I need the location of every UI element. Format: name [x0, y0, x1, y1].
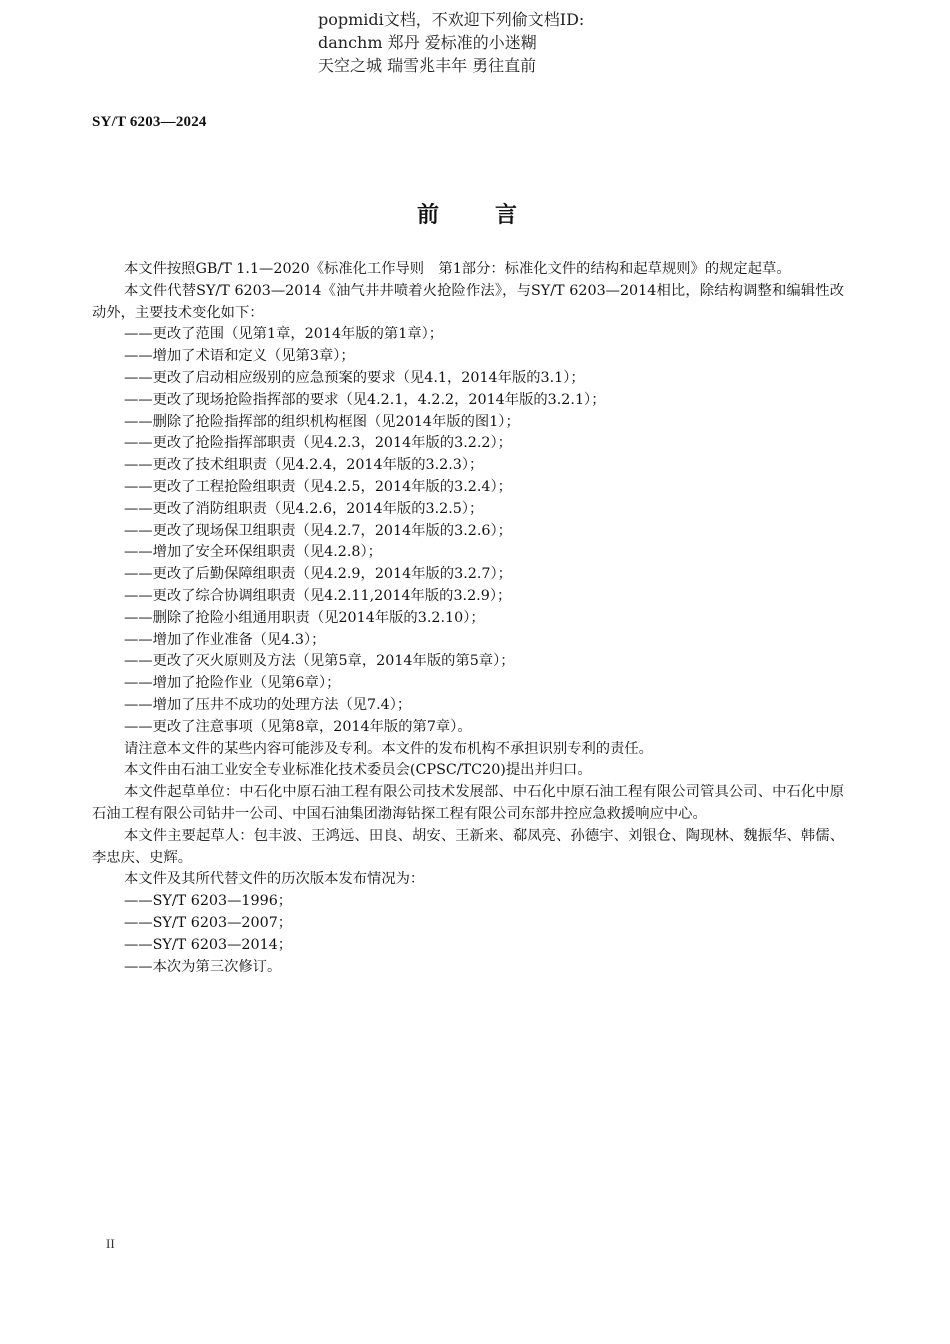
main-drafters: 本文件主要起草人：包丰波、王鸿远、田良、胡安、王新来、郗凤亮、孙德宇、刘银仓、陶现林、魏振华、韩儒、李忠庆、史辉。 [92, 827, 844, 866]
list-item: ——更改了综合协调组职责（见4.2.11,2014年版的3.2.9）； [124, 587, 512, 604]
list-item: ——增加了术语和定义（见第3章）； [124, 348, 355, 365]
watermark-line: 天空之城 瑞雪兆丰年 勇往直前 [318, 56, 537, 75]
patent-notice: 请注意本文件的某些内容可能涉及专利。本文件的发布机构不承担识别专利的责任。 [124, 740, 653, 757]
list-item: ——更改了范围（见第1章，2014年版的第1章）； [124, 326, 444, 343]
list-item: ——SY/T 6203—2014； [124, 936, 293, 953]
list-item: ——更改了工程抢险组职责（见4.2.5，2014年版的3.2.4）； [124, 478, 512, 495]
list-item: ——SY/T 6203—1996； [124, 893, 293, 910]
watermark-line: danchm 郑丹 爱标准的小迷糊 [318, 33, 537, 52]
watermark [318, 8, 584, 77]
list-item: ——删除了抢险小组通用职责（见2014年版的3.2.10）； [124, 609, 485, 626]
list-item: ——增加了抢险作业（见第6章）； [124, 675, 341, 692]
list-item: ——更改了消防组职责（见4.2.6，2014年版的3.2.5）； [124, 500, 484, 517]
list-item: ——增加了作业准备（见4.3）； [124, 631, 326, 648]
intro-paragraph-replacement: 本文件代替SY/T 6203—2014《油气井井喷着火抢险作法》，与SY/T 6203—2014相比，除结构调整和编辑性改动外，主要技术变化如下： [92, 282, 844, 321]
list-item: ——更改了启动相应级别的应急预案的要求（见4.1，2014年版的3.1）； [124, 369, 585, 386]
page-number: II [106, 1236, 115, 1251]
list-item: ——增加了压井不成功的处理方法（见7.4）； [124, 696, 412, 713]
list-item: ——SY/T 6203—2007； [124, 914, 293, 931]
foreword-body [92, 259, 844, 978]
drafting-units: 本文件起草单位：中石化中原石油工程有限公司技术发展部、中石化中原石油工程有限公司管具公司、中石化中原石油工程有限公司钻井一公司、中国石油集团渤海钻探工程有限公司东部井控应急救援响应中心。 [92, 784, 844, 822]
list-item: ——增加了安全环保组职责（见4.2.8）； [124, 544, 382, 561]
list-item: ——更改了灭火原则及方法（见第5章，2014年版的第5章）； [124, 653, 515, 670]
list-item: ——更改了后勤保障组职责（见4.2.9，2014年版的3.2.7）； [124, 566, 512, 583]
list-item: ——更改了现场抢险指挥部的要求（见4.2.1，4.2.2，2014年版的3.2.1）； [124, 391, 606, 408]
watermark-line: popmidi文档，不欢迎下列偷文档ID: [318, 10, 585, 29]
proposer-statement: 本文件由石油工业安全专业标准化技术委员会(CPSC/TC20)提出并归口。 [124, 762, 592, 779]
standard-number: SY/T 6203—2024 [92, 114, 207, 130]
list-item: ——更改了现场保卫组职责（见4.2.7，2014年版的3.2.6）； [124, 522, 512, 539]
list-item: ——更改了技术组职责（见4.2.4，2014年版的3.2.3）； [124, 457, 484, 474]
list-item: ——更改了抢险指挥部职责（见4.2.3，2014年版的3.2.2）； [124, 435, 512, 452]
changes-list [92, 324, 844, 738]
history-intro: 本文件及其所代替文件的历次版本发布情况为： [124, 871, 425, 888]
intro-paragraph-drafting-rules: 本文件按照GB/T 1.1—2020《标准化工作导则 第1部分：标准化文件的结构和起草规则》的规定起草。 [124, 261, 791, 277]
history-list [92, 891, 844, 978]
list-item: ——删除了抢险指挥部的组织机构框图（见2014年版的图1）； [124, 413, 520, 430]
page-title: 前言 [416, 203, 573, 228]
list-item: ——更改了注意事项（见第8章，2014年版的第7章）。 [124, 718, 472, 735]
list-item: ——本次为第三次修订。 [124, 958, 282, 975]
